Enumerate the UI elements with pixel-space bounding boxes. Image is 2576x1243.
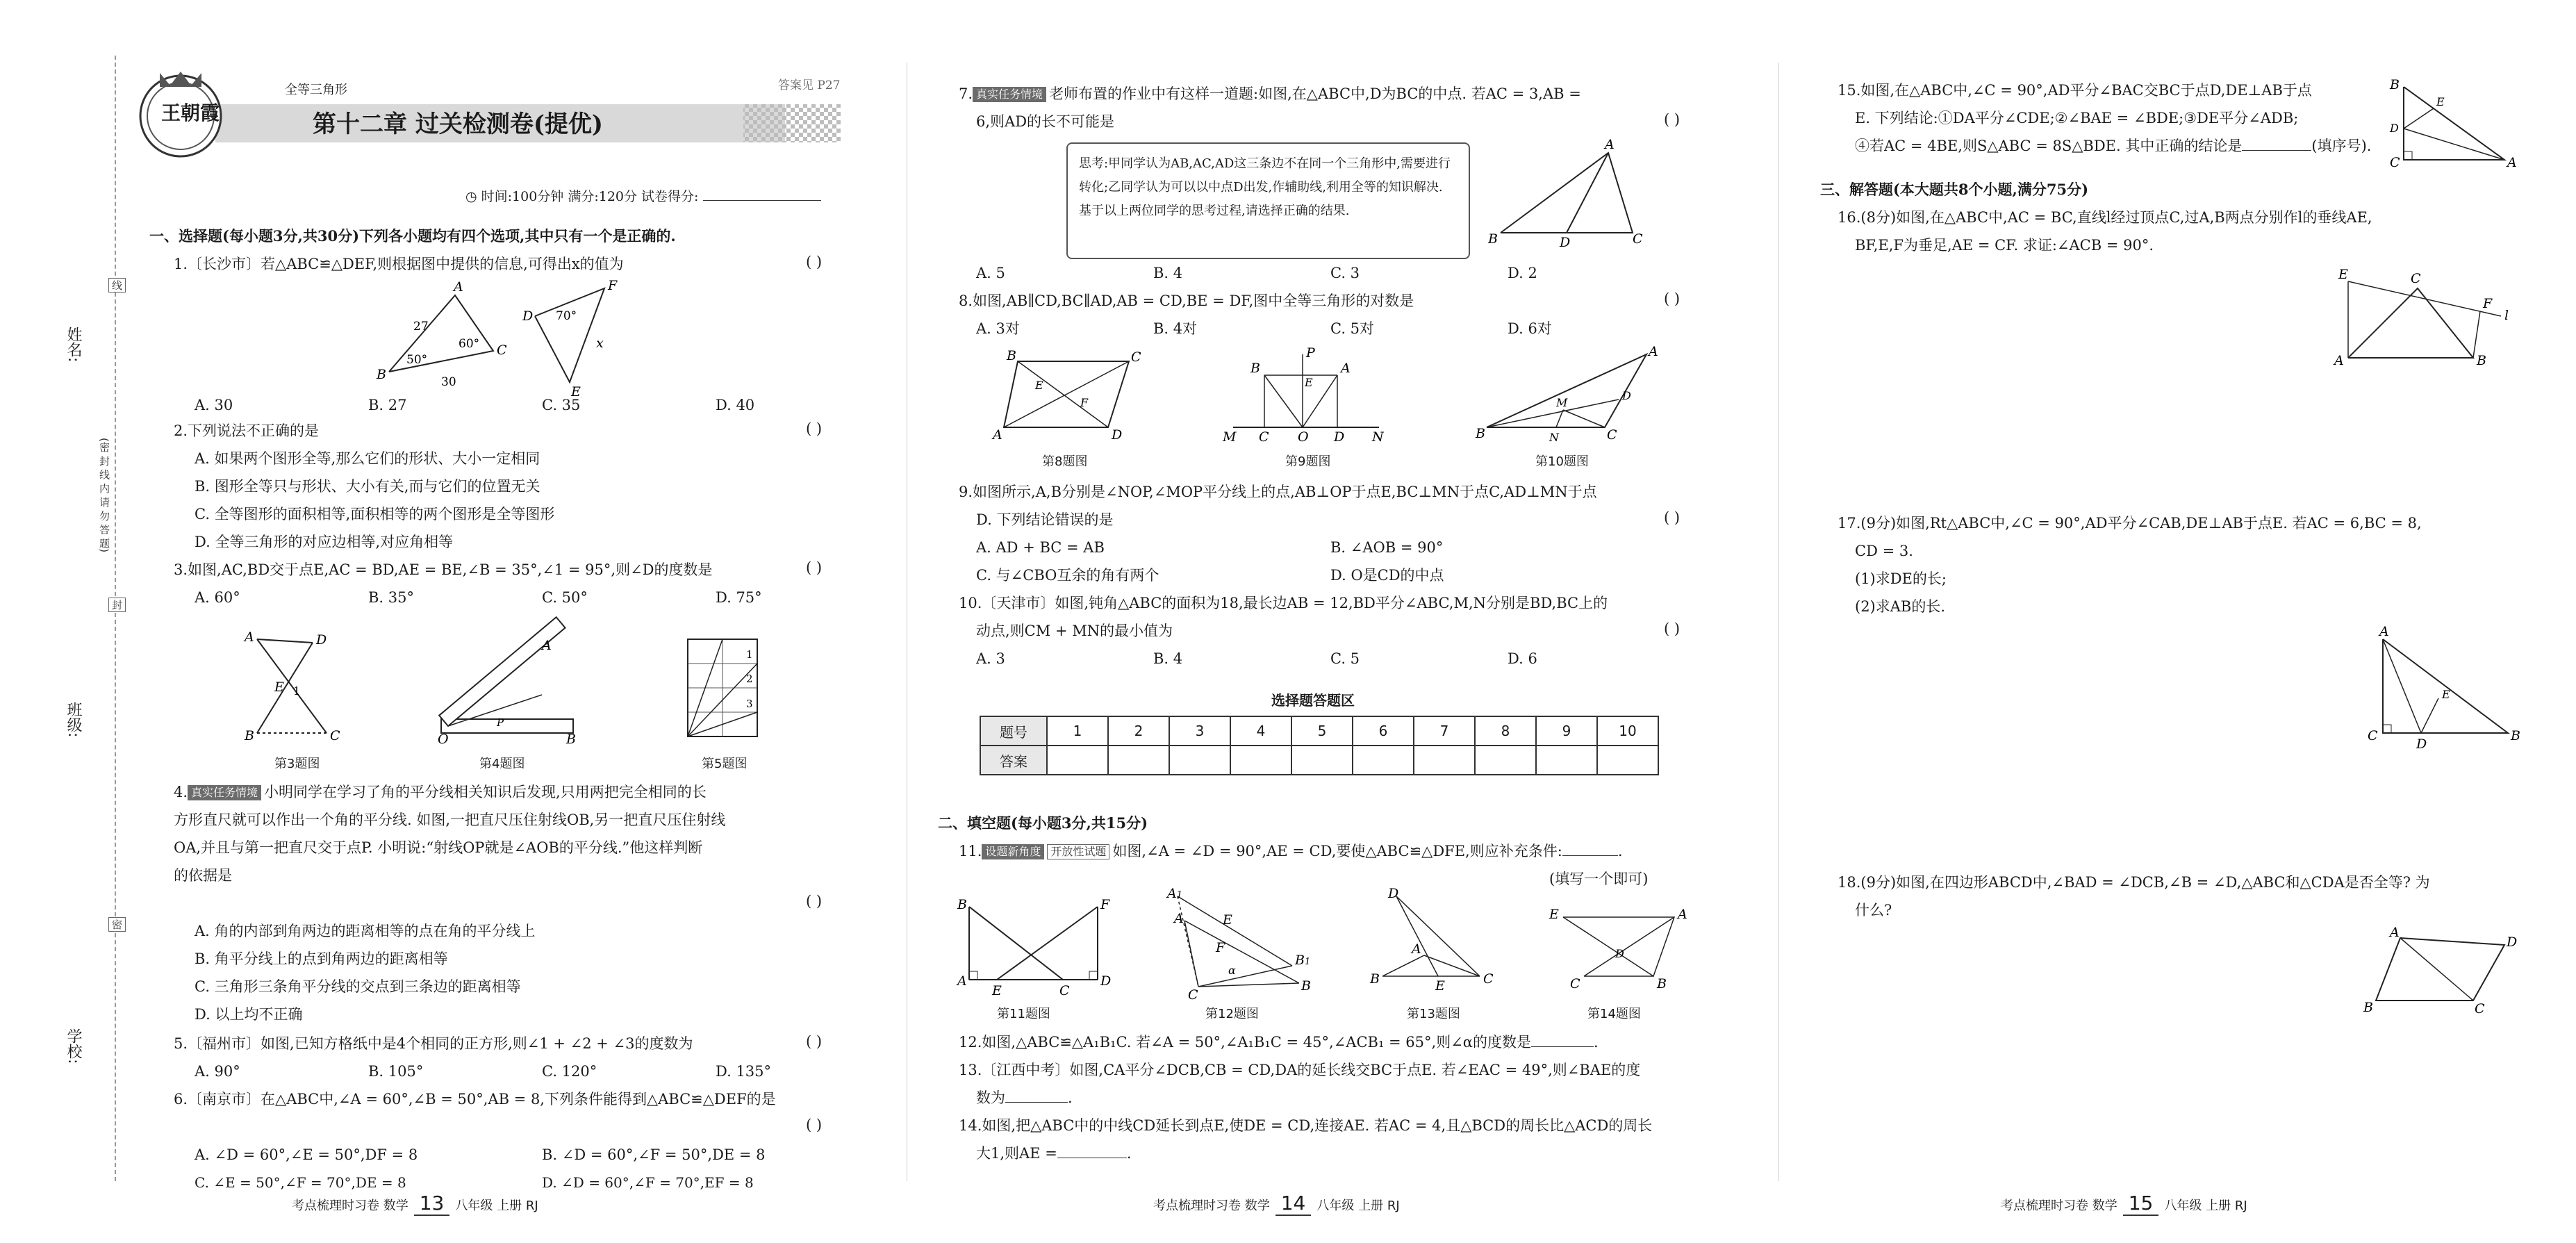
caption-fig-14: 第14题图 bbox=[1587, 1007, 1641, 1021]
footer-page-15: 考点梳理时习卷 数学 15 八年级 上册 RJ bbox=[2001, 1192, 2247, 1215]
svg-text:B: B bbox=[1476, 426, 1485, 441]
q5-num-2: 2 bbox=[746, 673, 753, 685]
thinking-box: 思考:甲同学认为AB,AC,AD这三条边不在同一个三角形中,需要进行转化;乙同学认为可以以中点D出发,作辅助线,利用全等的知识解决. 基于以上两位同学的思考过程,请选择正确的结果. bbox=[1066, 142, 1470, 259]
q1-opt-a[interactable]: A. 30 bbox=[195, 397, 233, 413]
q5-opt-d[interactable]: D. 135° bbox=[716, 1063, 772, 1080]
question-10-line2: 动点,则CM + MN的最小值为 bbox=[976, 623, 1173, 639]
svg-text:N: N bbox=[1372, 429, 1384, 445]
svg-text:D: D bbox=[2390, 122, 2399, 135]
grid-answer-cell[interactable] bbox=[1291, 746, 1353, 775]
q1-label-30: 30 bbox=[441, 375, 456, 389]
caption-fig-9: 第9题图 bbox=[1285, 454, 1331, 469]
question-15-line2: E. 下列结论:①DA平分∠CDE;②∠BAE = ∠BDE;③DE平分∠ADB; bbox=[1855, 110, 2299, 126]
svg-text:E: E bbox=[1223, 912, 1232, 928]
svg-text:D: D bbox=[1388, 886, 1399, 901]
svg-text:B: B bbox=[1488, 231, 1498, 247]
caption-fig-12: 第12题图 bbox=[1205, 1007, 1259, 1021]
svg-text:C: C bbox=[1131, 349, 1141, 365]
answer-paren-10[interactable]: ( ) bbox=[1664, 620, 1681, 637]
svg-text:B: B bbox=[245, 728, 254, 743]
caption-fig-8: 第8题图 bbox=[1042, 454, 1088, 469]
svg-text:A1: A1 bbox=[1167, 886, 1183, 901]
svg-text:N: N bbox=[1549, 431, 1559, 444]
question-15-line3: ④若AC = 4BE,则S△ABC = 8S△BDE. 其中正确的结论是 (填序号). bbox=[1855, 138, 2372, 154]
q5-num-3: 3 bbox=[746, 698, 753, 710]
svg-text:M: M bbox=[1223, 429, 1237, 445]
question-17-line2: CD = 3. bbox=[1855, 543, 1913, 559]
grid-num: 10 bbox=[1597, 716, 1658, 746]
grid-answer-cell[interactable] bbox=[1414, 746, 1475, 775]
svg-text:D: D bbox=[522, 308, 534, 324]
svg-text:A: A bbox=[2507, 155, 2517, 170]
question-18: 18.(9分)如图,在四边形ABCD中,∠BAD = ∠DCB,∠B = ∠D,△ABC和△CDA是否全等? 为 bbox=[1838, 874, 2430, 891]
question-1-figure bbox=[377, 278, 653, 400]
q5-opt-b[interactable]: B. 105° bbox=[368, 1063, 424, 1080]
svg-text:A: A bbox=[1412, 941, 1421, 957]
name-label: 姓名: bbox=[65, 327, 82, 363]
q6-opt-c[interactable]: C. ∠E = 50°,∠F = 70°,DE = 8 bbox=[195, 1174, 406, 1191]
svg-text:C: C bbox=[2411, 271, 2421, 286]
q9-opt-b[interactable]: B. ∠AOB = 90° bbox=[1330, 539, 1444, 556]
svg-text:D: D bbox=[1112, 427, 1123, 443]
q3-opt-d[interactable]: D. 75° bbox=[716, 589, 762, 606]
svg-text:C: C bbox=[2368, 728, 2378, 743]
svg-text:C: C bbox=[2475, 1001, 2485, 1016]
q5-opt-a[interactable]: A. 90° bbox=[195, 1063, 240, 1080]
q4-opt-a[interactable]: A. 角的内部到角两边的距离相等的点在角的平分线上 bbox=[195, 923, 536, 939]
school-label: 学校: bbox=[65, 1028, 82, 1064]
svg-text:B: B bbox=[377, 367, 386, 382]
q5-opt-c[interactable]: C. 120° bbox=[542, 1063, 597, 1080]
grid-answer-label: 答案 bbox=[980, 746, 1047, 775]
q7-opt-c[interactable]: C. 3 bbox=[1330, 265, 1360, 281]
question-7: 7. 真实任务情境 老师布置的作业中有这样一道题:如图,在△ABC中,D为BC的中点. 若AC = 3,AB = bbox=[959, 85, 1581, 102]
q1-opt-c[interactable]: C. 35 bbox=[542, 397, 581, 413]
grid-answer-cell[interactable] bbox=[1475, 746, 1536, 775]
q6-opt-d[interactable]: D. ∠D = 60°,∠F = 70°,EF = 8 bbox=[542, 1174, 754, 1191]
q1-label-x: x bbox=[596, 336, 604, 351]
q8-opt-b[interactable]: B. 4对 bbox=[1153, 320, 1198, 337]
svg-text:O: O bbox=[1298, 429, 1309, 445]
logo-text: 王朝霞 bbox=[161, 101, 220, 124]
grid-num: 1 bbox=[1047, 716, 1108, 746]
question-5-figure bbox=[681, 632, 764, 743]
svg-text:A: A bbox=[993, 427, 1002, 443]
answer-paren-9[interactable]: ( ) bbox=[1664, 509, 1681, 526]
svg-text:D: D bbox=[2507, 935, 2518, 950]
svg-text:A: A bbox=[1605, 137, 1615, 152]
question-6: 6.〔南京市〕在△ABC中,∠A = 60°,∠B = 50°,AB = 8,下列条件能得到△ABC≌△DEF的是 bbox=[174, 1091, 776, 1108]
svg-text:A: A bbox=[542, 638, 552, 653]
section-2-heading: 二、填空题(每小题3分,共15分) bbox=[938, 814, 1148, 832]
question-13-figure bbox=[1369, 886, 1508, 1001]
svg-text:A: A bbox=[1341, 361, 1351, 376]
question-4-figure bbox=[438, 629, 577, 747]
grid-num: 6 bbox=[1353, 716, 1414, 746]
grid-num: 3 bbox=[1169, 716, 1230, 746]
question-12-figure bbox=[1160, 886, 1320, 1003]
grid-answer-cell[interactable] bbox=[1230, 746, 1291, 775]
svg-text:O: O bbox=[438, 732, 449, 747]
question-4-line4: 的依据是 bbox=[174, 867, 232, 884]
caption-fig-4: 第4题图 bbox=[479, 757, 525, 771]
answer-grid-title: 选择题答题区 bbox=[1271, 692, 1355, 709]
q3-opt-c[interactable]: C. 50° bbox=[542, 589, 588, 606]
answer-ref: 答案见 P27 bbox=[778, 79, 841, 92]
svg-text:B: B bbox=[2390, 77, 2400, 92]
q10-opt-c[interactable]: C. 5 bbox=[1330, 650, 1360, 667]
q7-opt-a[interactable]: A. 5 bbox=[976, 265, 1005, 281]
grid-answer-cell[interactable] bbox=[1353, 746, 1414, 775]
q2-opt-c[interactable]: C. 全等图形的面积相等,面积相等的两个图形是全等图形 bbox=[195, 506, 555, 522]
svg-text:A: A bbox=[1678, 907, 1687, 922]
page-14 bbox=[938, 0, 1744, 1243]
svg-text:C: C bbox=[1570, 976, 1580, 991]
page-title: 第十二章 过关检测卷(提优) bbox=[313, 110, 604, 138]
page-15 bbox=[1820, 0, 2557, 1243]
q4-opt-d[interactable]: D. 以上均不正确 bbox=[195, 1006, 303, 1023]
q1-label-50: 50° bbox=[406, 353, 428, 367]
caption-fig-10: 第10题图 bbox=[1535, 454, 1589, 469]
section-1-heading: 一、选择题(每小题3分,共30分)下列各小题均有四个选项,其中只有一个是正确的. bbox=[149, 227, 676, 245]
caption-fig-11: 第11题图 bbox=[997, 1007, 1050, 1021]
q2-opt-a[interactable]: A. 如果两个图形全等,那么它们的形状、大小一定相同 bbox=[195, 450, 540, 467]
question-4: 4. 真实任务情境 小明同学在学习了角的平分线相关知识后发现,只用两把完全相同的长 bbox=[174, 784, 707, 800]
svg-text:D: D bbox=[2416, 736, 2427, 752]
answer-paren-6[interactable]: ( ) bbox=[806, 1117, 823, 1133]
q4-opt-c[interactable]: C. 三角形三条角平分线的交点到三条边的距离相等 bbox=[195, 978, 521, 995]
q1-label-27: 27 bbox=[413, 320, 429, 334]
grid-answer-cell[interactable] bbox=[1536, 746, 1597, 775]
svg-text:A: A bbox=[1649, 344, 1658, 359]
svg-text:α: α bbox=[1228, 964, 1236, 977]
svg-text:C: C bbox=[2390, 155, 2400, 170]
q10-opt-b[interactable]: B. 4 bbox=[1153, 650, 1183, 667]
question-13-line2: 数为 . bbox=[976, 1089, 1073, 1106]
q4-opt-b[interactable]: B. 角平分线上的点到角两边的距离相等 bbox=[195, 950, 448, 967]
svg-text:D: D bbox=[316, 632, 327, 648]
time-score-line: ◷ 时间:100分钟 满分:120分 试卷得分: bbox=[465, 186, 821, 207]
question-10-figure bbox=[1476, 344, 1660, 445]
svg-text:E: E bbox=[1035, 379, 1043, 392]
binding-char-3: 密 bbox=[108, 917, 126, 932]
question-11-figure bbox=[959, 896, 1118, 1001]
svg-text:M: M bbox=[1556, 396, 1568, 409]
q1-label-70: 70° bbox=[556, 309, 577, 323]
caption-fig-13: 第13题图 bbox=[1407, 1007, 1460, 1021]
svg-text:B: B bbox=[1657, 976, 1667, 991]
q3-opt-b[interactable]: B. 35° bbox=[368, 589, 415, 606]
svg-text:E: E bbox=[1435, 978, 1445, 994]
answer-paren-5[interactable]: ( ) bbox=[806, 1033, 823, 1050]
question-4-line3: OA,并且与第一把直尺交于点P. 小明说:“射线OP就是∠AOB的平分线.”他这样判断 bbox=[174, 839, 703, 856]
class-label: 班级: bbox=[65, 702, 82, 738]
svg-text:C: C bbox=[1607, 427, 1617, 443]
svg-text:D: D bbox=[1615, 947, 1624, 960]
svg-text:C: C bbox=[1188, 987, 1198, 1003]
grid-num: 2 bbox=[1108, 716, 1169, 746]
svg-text:P: P bbox=[1306, 345, 1315, 361]
grid-num: 9 bbox=[1536, 716, 1597, 746]
svg-text:A: A bbox=[2379, 624, 2389, 639]
grid-answer-cell[interactable] bbox=[1169, 746, 1230, 775]
question-12: 12.如图,△ABC≌△A₁B₁C. 若∠A = 50°,∠A₁B₁C = 45°,∠ACB₁ = 65°,则∠α的度数是 . bbox=[959, 1034, 1599, 1051]
binding-char-2: 封 bbox=[108, 598, 126, 612]
q5-num-1: 1 bbox=[746, 648, 753, 661]
svg-text:A: A bbox=[245, 629, 254, 645]
svg-text:P: P bbox=[497, 716, 504, 729]
q10-opt-a[interactable]: A. 3 bbox=[976, 650, 1005, 667]
q7-opt-d[interactable]: D. 2 bbox=[1508, 265, 1537, 281]
svg-text:E: E bbox=[2436, 95, 2445, 108]
question-18-figure bbox=[2362, 924, 2522, 1021]
answer-grid bbox=[980, 716, 1659, 775]
q8-opt-c[interactable]: C. 5对 bbox=[1330, 320, 1375, 337]
question-17-sub2: (2)求AB的长. bbox=[1855, 598, 1946, 615]
chapter-topic: 全等三角形 bbox=[285, 83, 347, 97]
svg-text:E: E bbox=[1549, 907, 1559, 922]
grid-answer-cell[interactable] bbox=[1047, 746, 1108, 775]
svg-text:C: C bbox=[330, 728, 340, 743]
svg-text:E: E bbox=[571, 384, 581, 400]
question-9-line2: D. 下列结论错误的是 bbox=[976, 511, 1114, 528]
svg-text:A: A bbox=[1174, 911, 1184, 926]
q2-opt-b[interactable]: B. 图形全等只与形状、大小有关,而与它们的位置无关 bbox=[195, 478, 540, 495]
svg-text:C: C bbox=[1483, 971, 1494, 987]
question-7-line2: 6,则AD的长不可能是 bbox=[976, 113, 1115, 130]
svg-text:B: B bbox=[1301, 978, 1311, 994]
grid-num: 5 bbox=[1291, 716, 1353, 746]
svg-text:D: D bbox=[1334, 429, 1345, 445]
svg-text:C: C bbox=[1059, 983, 1070, 998]
svg-text:C: C bbox=[1633, 231, 1643, 247]
question-14-figure bbox=[1549, 896, 1688, 1001]
q3-opt-a[interactable]: A. 60° bbox=[195, 589, 240, 606]
svg-text:F: F bbox=[1216, 940, 1225, 955]
question-8: 8.如图,AB∥CD,BC∥AD,AB = CD,BE = DF,图中全等三角形的对数是 bbox=[959, 293, 1414, 309]
caption-fig-3: 第3题图 bbox=[274, 757, 320, 771]
binding-char-1: 线 bbox=[108, 278, 126, 293]
svg-text:D: D bbox=[1100, 973, 1112, 989]
svg-text:B: B bbox=[2511, 728, 2520, 743]
q2-opt-d[interactable]: D. 全等三角形的对应边相等,对应角相等 bbox=[195, 534, 454, 550]
grid-header: 题号 bbox=[980, 716, 1047, 746]
svg-text:D: D bbox=[1560, 235, 1571, 250]
question-10: 10.〔天津市〕如图,钝角△ABC的面积为18,最长边AB = 12,BD平分∠ABC,M,N分别是BD,BC上的 bbox=[959, 595, 1608, 611]
q9-opt-a[interactable]: A. AD + BC = AB bbox=[976, 539, 1105, 556]
svg-text:B: B bbox=[2477, 353, 2486, 368]
svg-text:E: E bbox=[2338, 267, 2348, 282]
answer-paren-3[interactable]: ( ) bbox=[806, 559, 823, 576]
svg-text:B: B bbox=[1370, 971, 1380, 987]
svg-text:B: B bbox=[1007, 348, 1016, 363]
answer-paren-8[interactable]: ( ) bbox=[1664, 290, 1681, 307]
footer-page-14: 考点梳理时习卷 数学 14 八年级 上册 RJ bbox=[1153, 1192, 1400, 1215]
question-17-figure bbox=[2362, 624, 2522, 754]
question-16: 16.(8分)如图,在△ABC中,AC = BC,直线l经过顶点C,过A,B两点分别作l的垂线AE, bbox=[1838, 209, 2372, 226]
footer-page-13: 考点梳理时习卷 数学 13 八年级 上册 RJ bbox=[292, 1192, 538, 1215]
question-14-line2: 大1,则AE = . bbox=[976, 1145, 1132, 1162]
question-7-figure bbox=[1487, 137, 1643, 250]
question-2: 2.下列说法不正确的是 bbox=[174, 422, 320, 439]
svg-text:A: A bbox=[454, 279, 463, 295]
question-11: 11. 设题新角度 开放性试题 如图,∠A = ∠D = 90°,AE = CD,要使△ABC≌△DFE,则应补充条件: . bbox=[959, 843, 1623, 859]
question-17-sub1: (1)求DE的长; bbox=[1855, 570, 1947, 587]
svg-text:F: F bbox=[608, 278, 618, 293]
question-8-figure bbox=[993, 347, 1150, 445]
svg-text:E: E bbox=[1305, 376, 1313, 389]
question-3-figure bbox=[243, 629, 368, 750]
question-9: 9.如图所示,A,B分别是∠NOP,∠MOP平分线上的点,AB⊥OP于点E,BC⊥MN于点C,AD⊥MN于点 bbox=[959, 484, 1597, 500]
svg-text:B: B bbox=[1250, 361, 1260, 376]
binding-note: (密 封 线 内 请 勿 答 题) bbox=[98, 438, 110, 553]
svg-text:E: E bbox=[2442, 688, 2450, 701]
tag-real-task: 真实任务情境 bbox=[188, 785, 261, 800]
question-11-hint: (填写一个即可) bbox=[1549, 871, 1649, 887]
q10-opt-d[interactable]: D. 6 bbox=[1508, 650, 1537, 667]
q8-opt-d[interactable]: D. 6对 bbox=[1508, 320, 1552, 337]
q1-label-60: 60° bbox=[459, 337, 480, 351]
svg-text:A: A bbox=[957, 973, 967, 989]
svg-text:B: B bbox=[2363, 1000, 2373, 1015]
q6-opt-b[interactable]: B. ∠D = 60°,∠F = 50°,DE = 8 bbox=[542, 1146, 766, 1163]
svg-text:C: C bbox=[497, 343, 507, 358]
grid-num: 8 bbox=[1475, 716, 1536, 746]
question-4-line2: 方形直尺就可以作出一个角的平分线. 如图,一把直尺压住射线OB,另一把直尺压住射线 bbox=[174, 812, 726, 828]
question-3: 3.如图,AC,BD交于点E,AC = BD,AE = BE,∠B = 35°,∠1 = 95°,则∠D的度数是 bbox=[174, 561, 713, 578]
svg-text:A: A bbox=[2390, 925, 2400, 940]
q7-opt-b[interactable]: B. 4 bbox=[1153, 265, 1183, 281]
svg-text:E: E bbox=[992, 983, 1002, 998]
question-17: 17.(9分)如图,Rt△ABC中,∠C = 90°,AD平分∠CAB,DE⊥AB于点E. 若AC = 6,BC = 8, bbox=[1838, 515, 2422, 532]
page-13 bbox=[111, 0, 882, 1243]
question-13: 13.〔江西中考〕如图,CA平分∠DCB,CB = CD,DA的延长线交BC于点E. 若∠EAC = 49°,则∠BAE的度 bbox=[959, 1062, 1641, 1078]
question-5: 5.〔福州市〕如图,已知方格纸中是4个相同的正方形,则∠1 + ∠2 + ∠3的度数为 bbox=[174, 1035, 693, 1052]
answer-paren-1[interactable]: ( ) bbox=[806, 254, 823, 270]
q1-opt-d[interactable]: D. 40 bbox=[716, 397, 755, 413]
q1-opt-b[interactable]: B. 27 bbox=[368, 397, 407, 413]
question-15-figure bbox=[2386, 76, 2518, 174]
q9-opt-c[interactable]: C. 与∠CBO互余的角有两个 bbox=[976, 567, 1159, 584]
svg-text:E: E bbox=[274, 680, 284, 695]
svg-text:F: F bbox=[1100, 897, 1110, 912]
grid-answer-cell[interactable] bbox=[1597, 746, 1658, 775]
section-3-heading: 三、解答题(本大题共8个小题,满分75分) bbox=[1820, 181, 2089, 198]
svg-text:B1: B1 bbox=[1295, 953, 1311, 968]
question-18-line2: 什么? bbox=[1855, 902, 1892, 919]
page-divider-2 bbox=[1778, 63, 1779, 1181]
question-14: 14.如图,把△ABC中的中线CD延长到点E,使DE = CD,连接AE. 若AC = 4,且△BCD的周长比△ACD的周长 bbox=[959, 1117, 1653, 1134]
svg-text:C: C bbox=[1259, 429, 1269, 445]
answer-paren-4[interactable]: ( ) bbox=[806, 893, 823, 909]
question-16-line2: BF,E,F为垂足,AE = CF. 求证:∠ACB = 90°. bbox=[1855, 237, 2154, 254]
grid-num: 7 bbox=[1414, 716, 1475, 746]
q6-opt-a[interactable]: A. ∠D = 60°,∠E = 50°,DF = 8 bbox=[195, 1146, 418, 1163]
svg-text:1: 1 bbox=[293, 684, 301, 698]
grid-num: 4 bbox=[1230, 716, 1291, 746]
question-9-figure bbox=[1223, 345, 1384, 445]
svg-text:B: B bbox=[566, 732, 576, 747]
svg-text:D: D bbox=[1622, 389, 1631, 402]
svg-text:A: A bbox=[2334, 353, 2344, 368]
q8-opt-a[interactable]: A. 3对 bbox=[976, 320, 1020, 337]
svg-text:F: F bbox=[2483, 296, 2493, 311]
caption-fig-5: 第5题图 bbox=[702, 757, 748, 771]
answer-paren-7[interactable]: ( ) bbox=[1664, 111, 1681, 128]
grid-answer-cell[interactable] bbox=[1108, 746, 1169, 775]
question-1: 1.〔长沙市〕若△ABC≌△DEF,则根据图中提供的信息,可得出x的值为 bbox=[174, 256, 624, 272]
question-15: 15.如图,在△ABC中,∠C = 90°,AD平分∠BAC交BC于点D,DE⊥AB于点 bbox=[1838, 82, 2312, 99]
question-16-figure bbox=[2334, 267, 2515, 372]
svg-text:B: B bbox=[957, 897, 967, 912]
q9-opt-d[interactable]: D. O是CD的中点 bbox=[1330, 567, 1444, 584]
answer-paren-2[interactable]: ( ) bbox=[806, 420, 823, 437]
svg-text:l: l bbox=[2504, 308, 2509, 323]
svg-text:F: F bbox=[1080, 396, 1089, 409]
